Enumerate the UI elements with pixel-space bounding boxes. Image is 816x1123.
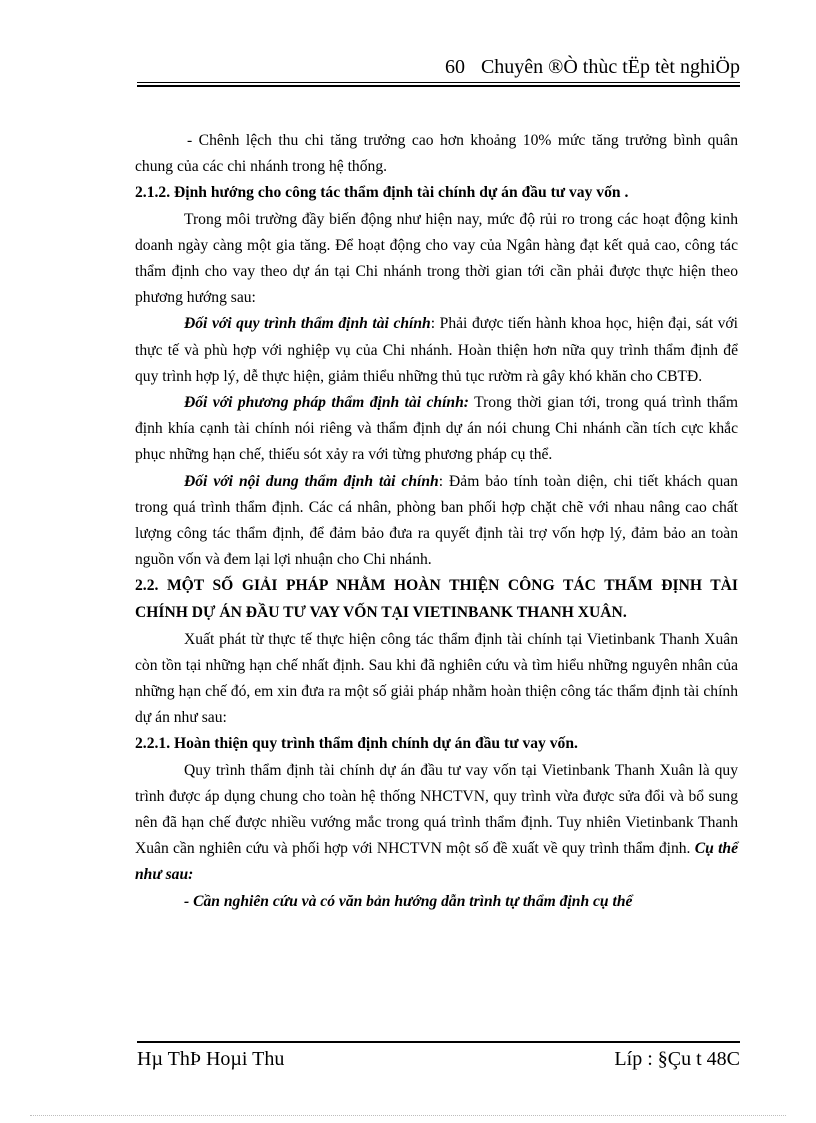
page-edge-divider	[30, 1115, 786, 1116]
paragraph	[135, 311, 738, 390]
paragraph-text: : Phải được tiến hành khoa học, hiện đại, sát với thực tế và phù hợp với nghiệp vụ của Chi nhánh. Hoàn thiện hơn nữa quy trình thẩm định để quy trình hợp lý, dễ thực hiện, giảm thiểu những thủ tục rườm rà gây khó khăn cho CBTĐ.	[135, 315, 738, 385]
paragraph-text: Quy trình thẩm định tài chính dự án đầu tư vay vốn tại Vietinbank Thanh Xuân là quy trình được áp dụng chung cho toàn hệ thống NHCTVN, quy trình vừa được sửa đổi và bổ sung nên đã hạn chế được nhiều vướng mắc trong quá trình thẩm định. Tuy nhiên Vietinbank Thanh Xuân cần nghiên cứu và phối hợp với NHCTVN một số đề xuất về quy trình thẩm định.	[135, 761, 738, 858]
section-heading-2-2: 2.2. MỘT SỐ GIẢI PHÁP NHẰM HOÀN THIỆN CÔNG TÁC THẨM ĐỊNH TÀI CHÍNH DỰ ÁN ĐẦU TƯ VAY VỐN TẠI VIETINBANK THANH XUÂN.	[135, 577, 738, 622]
paragraph	[135, 390, 738, 469]
page-header	[137, 52, 740, 82]
header-rule	[137, 82, 740, 83]
paragraph: - Chênh lệch thu chi tăng trưởng cao hơn khoảng 10% mức tăng trưởng bình quân chung của các chi nhánh trong hệ thống.	[135, 132, 738, 176]
paragraph-lead: Đối với nội dung thẩm định tài chính	[184, 472, 439, 490]
footer-author: Hµ ThÞ Hoµi Thu	[137, 1048, 285, 1070]
paragraph-lead: Đối với phương pháp thẩm định tài chính:	[184, 394, 469, 412]
page-footer	[137, 1045, 740, 1073]
header-rule-thick	[137, 85, 740, 87]
section-heading-2-2-1: 2.2.1. Hoàn thiện quy trình thẩm định chính dự án đầu tư vay vốn.	[135, 735, 578, 753]
paragraph-bullet: - Cần nghiên cứu và có văn bản hướng dẫn trình tự thẩm định cụ thể	[184, 892, 633, 910]
paragraph-text: Trong thời gian tới, trong quá trình thẩm định khía cạnh tài chính nói riêng và thẩm định dự án nói chung Chi nhánh cần tích cực khắc phục những hạn chế, thiếu sót xảy ra với từng phương pháp cụ thể.	[135, 394, 738, 464]
footer-rule	[137, 1041, 740, 1043]
paragraph	[135, 758, 738, 889]
paragraph	[135, 469, 738, 574]
paragraph: Xuất phát từ thực tế thực hiện công tác thẩm định tài chính tại Vietinbank Thanh Xuân còn tồn tại những hạn chế nhất định. Sau khi đã nghiên cứu và tìm hiểu những nguyên nhân của những hạn chế đó, em xin đưa ra một số giải pháp nhằm hoàn thiện công tác thẩm định tài chính dự án như sau:	[135, 630, 738, 727]
page-body	[135, 128, 738, 915]
page-number: 60	[444, 56, 465, 78]
paragraph-text: : Đảm bảo tính toàn diện, chi tiết khách quan trong quá trình thẩm định. Các cá nhân, phòng ban phối hợp chặt chẽ với nhau nâng cao chất lượng công tác thẩm định, để đảm bảo đưa ra quyết định tài trợ vốn hợp lý, đảm bảo an toàn nguồn vốn và đem lại lợi nhuận cho Chi nhánh.	[135, 472, 738, 569]
paragraph-emphasis: Cụ thể như sau:	[135, 840, 739, 884]
header-title: Chuyên ®Ò thùc tËp tèt nghiÖp	[480, 56, 740, 78]
footer-class-label: Líp : §Çu t 48C	[614, 1048, 740, 1070]
paragraph: Trong môi trường đầy biến động như hiện nay, mức độ rủi ro trong các hoạt động kinh doanh ngày càng một gia tăng. Để hoạt động cho vay của Ngân hàng đạt kết quả cao, công tác thẩm định cho vay theo dự án tại Chi nhánh trong thời gian tới cần phải được thực hiện theo phương hướng sau:	[135, 210, 738, 307]
section-heading-2-1-2: 2.1.2. Định hướng cho công tác thẩm định tài chính dự án đầu tư vay vốn .	[135, 184, 629, 202]
paragraph-lead: Đối với quy trình thẩm định tài chính	[184, 315, 431, 333]
